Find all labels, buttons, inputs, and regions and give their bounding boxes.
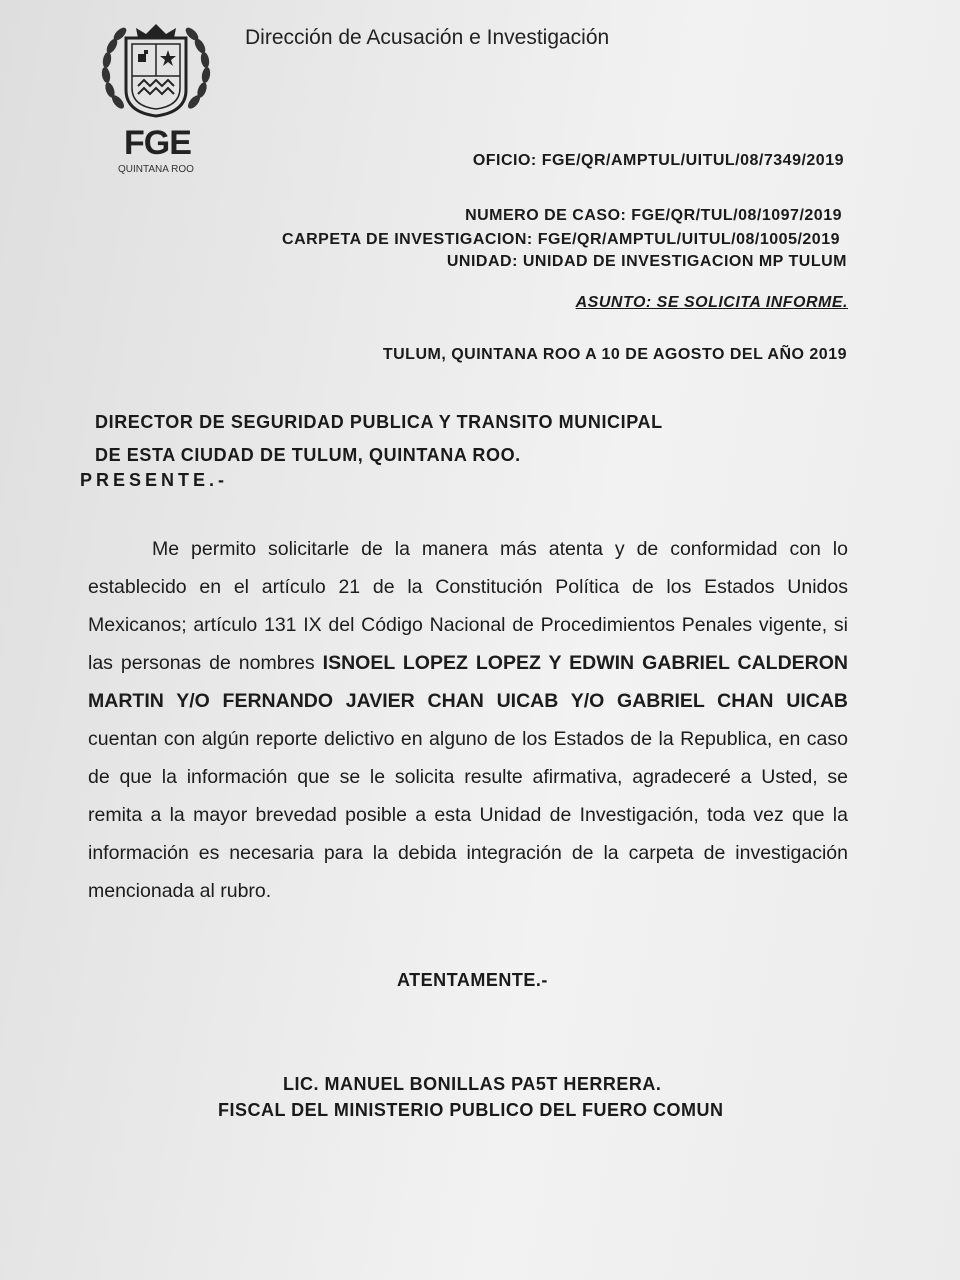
closing: ATENTAMENTE.- xyxy=(397,970,548,990)
recipient-line-3: PRESENTE.- xyxy=(80,470,229,490)
recipient-line-2: DE ESTA CIUDAD DE TULUM, QUINTANA ROO. xyxy=(95,445,521,465)
oficio-number: OFICIO: FGE/QR/AMPTUL/UITUL/08/7349/2019 xyxy=(472,152,844,169)
signer-name: LIC. MANUEL BONILLAS PA5T HERRERA. xyxy=(283,1074,662,1094)
case-number: NUMERO DE CASO: FGE/QR/TUL/08/1097/2019 xyxy=(465,207,842,224)
body-part-1: Me permito solicitarle de la manera más atenta y de conformidad con lo establecido en el artículo 21 de la Constitución Política de los Estados Unidos Mexicanos; artículo 131 IX del Código Nacional de Procedimientos Penales vigente, si las personas de nombres xyxy=(88,538,848,674)
signer-role: FISCAL DEL MINISTERIO PUBLICO DEL FUERO COMUN xyxy=(218,1100,724,1120)
date-line: TULUM, QUINTANA ROO A 10 DE AGOSTO DEL AÑO 2019 xyxy=(382,346,847,363)
logo-text: FGE xyxy=(124,124,191,162)
coat-of-arms-icon xyxy=(96,20,216,140)
body-names: ISNOEL LOPEZ LOPEZ Y EDWIN GABRIEL CALDERON MARTIN Y/O FERNANDO JAVIER CHAN UICAB Y/O GABRIEL CHAN UICAB xyxy=(88,652,849,712)
investigation-folder: CARPETA DE INVESTIGACION: FGE/QR/AMPTUL/UITUL/08/1005/2019 xyxy=(282,231,840,248)
header-title: Dirección de Acusación e Investigación xyxy=(245,26,610,49)
logo-subtitle: QUINTANA ROO xyxy=(118,164,194,175)
letter-body xyxy=(88,530,848,910)
body-part-2: cuentan con algún reporte delictivo en alguno de los Estados de la Republica, en caso de que la información que se le solicita resulte afirmativa, agradeceré a Usted, se remita a la mayor brevedad posible a esta Unidad de Investigación, toda vez que la información es necesaria para la debida integración de la carpeta de investigación mencionada al rubro. xyxy=(88,728,848,902)
subject: ASUNTO: SE SOLICITA INFORME. xyxy=(575,294,848,311)
fge-logo xyxy=(96,20,216,175)
recipient-line-1: DIRECTOR DE SEGURIDAD PUBLICA Y TRANSITO MUNICIPAL xyxy=(95,412,663,432)
unit: UNIDAD: UNIDAD DE INVESTIGACION MP TULUM xyxy=(446,253,847,270)
